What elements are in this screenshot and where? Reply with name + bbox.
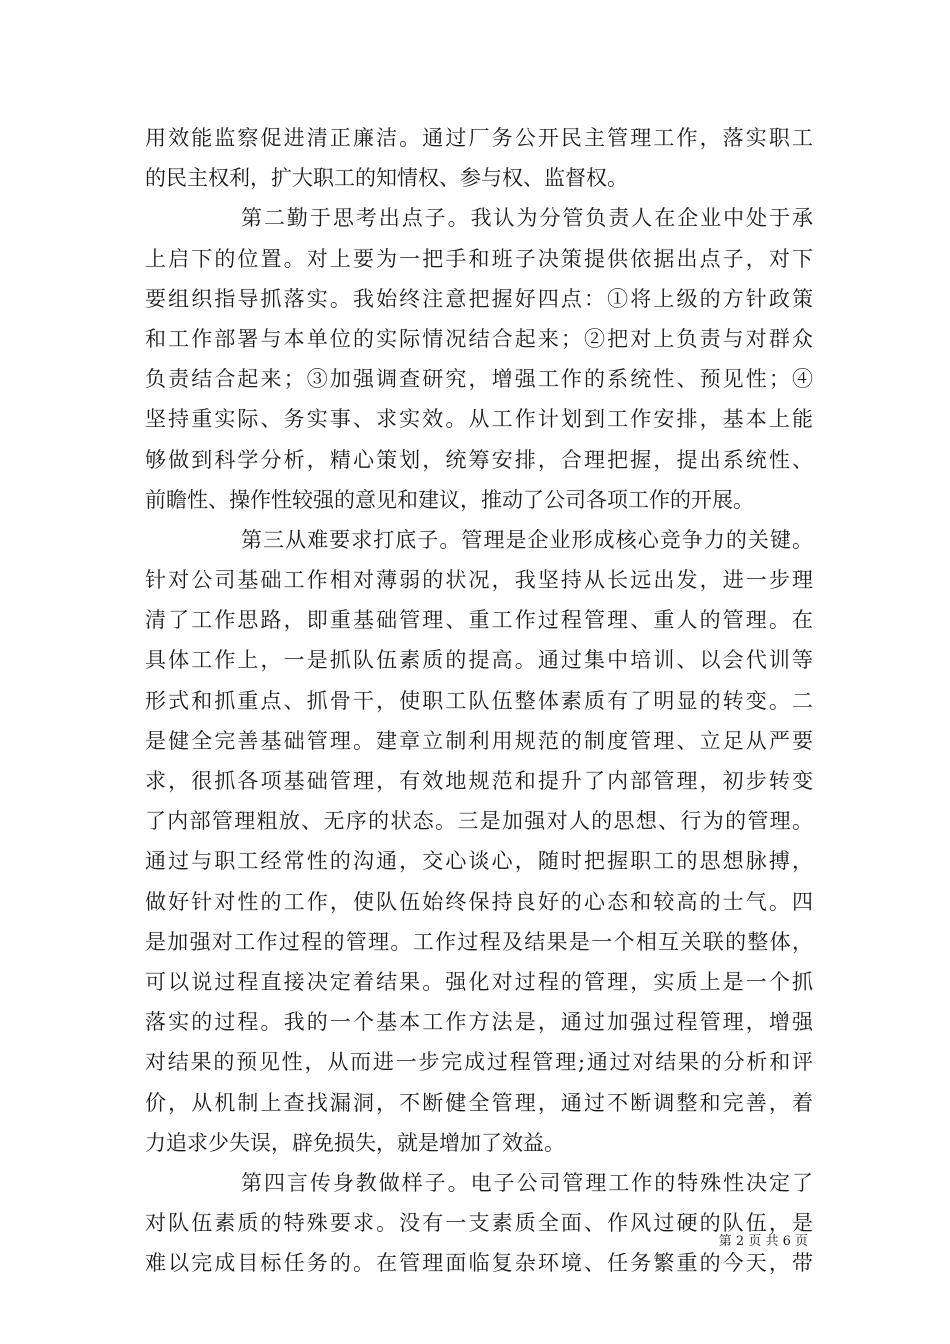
- text-line: 对队伍素质的特殊要求。没有一支素质全面、作风过硬的队伍，是: [145, 1211, 813, 1236]
- text-line: 和工作部署与本单位的实际情况结合起来；②把对上负责与对群众: [145, 326, 813, 351]
- text-line: 要组织指导抓落实。我始终注意把握好四点：①将上级的方针政策: [145, 286, 813, 311]
- text-line: 难以完成目标任务的。在管理面临复杂环境、任务繁重的今天，带: [145, 1251, 813, 1276]
- text-line: 清了工作思路，即重基础管理、重工作过程管理、重人的管理。在: [145, 608, 813, 633]
- text-line: 用效能监察促进清正廉洁。通过厂务公开民主管理工作，落实职工: [145, 126, 813, 150]
- text-line: 第三从难要求打底子。管理是企业形成核心竞争力的关键。: [241, 527, 813, 552]
- text-line: 做好针对性的工作，使队伍始终保持良好的心态和较高的士气。四: [145, 889, 813, 914]
- text-line: 坚持重实际、务实事、求实效。从工作计划到工作安排，基本上能: [145, 407, 813, 432]
- text-line: 够做到科学分析，精心策划，统筹安排，合理把握，提出系统性、: [145, 447, 813, 472]
- text-line: 落实的过程。我的一个基本工作方法是，通过加强过程管理，增强: [145, 1010, 813, 1035]
- text-line: 求，很抓各项基础管理，有效地规范和提升了内部管理，初步转变: [145, 769, 813, 793]
- text-line: 形式和抓重点、抓骨干，使职工队伍整体素质有了明显的转变。二: [145, 688, 813, 713]
- text-line: 第四言传身教做样子。电子公司管理工作的特殊性决定了: [241, 1170, 813, 1195]
- text-line: 第二勤于思考出点子。我认为分管负责人在企业中处于承: [241, 206, 813, 231]
- page-number: 第 2 页 共 6 页: [718, 1234, 808, 1249]
- text-line: 价，从机制上查找漏洞，不断健全管理，通过不断调整和完善，着: [145, 1090, 813, 1115]
- text-line: 负责结合起来；③加强调查研究，增强工作的系统性、预见性；④: [145, 367, 813, 392]
- text-line: 可以说过程直接决定着结果。强化对过程的管理，实质上是一个抓: [145, 969, 813, 994]
- text-line: 是健全完善基础管理。建章立制利用规范的制度管理、立足从严要: [145, 728, 813, 753]
- text-line: 上启下的位置。对上要为一把手和班子决策提供依据出点子，对下: [145, 246, 813, 271]
- text-line: 对结果的预见性，从而进一步完成过程管理;通过对结果的分析和评: [145, 1050, 813, 1075]
- text-line: 具体工作上，一是抓队伍素质的提高。通过集中培训、以会代训等: [145, 648, 813, 673]
- text-line: 通过与职工经常性的沟通，交心谈心，随时把握职工的思想脉搏，: [145, 849, 813, 874]
- text-line: 了内部管理粗放、无序的状态。三是加强对人的思想、行为的管理。: [145, 809, 813, 834]
- body-text: [145, 118, 813, 1283]
- text-line: 的民主权利，扩大职工的知情权、参与权、监督权。: [145, 166, 628, 191]
- text-line: 针对公司基础工作相对薄弱的状况，我坚持从长远出发，进一步理: [145, 568, 813, 593]
- text-line: 前瞻性、操作性较强的意见和建议，推动了公司各项工作的开展。: [145, 487, 754, 512]
- text-line: 是加强对工作过程的管理。工作过程及结果是一个相互关联的整体，: [145, 929, 813, 954]
- text-line: 力追求少失误，辟免损失，就是增加了效益。: [145, 1130, 565, 1155]
